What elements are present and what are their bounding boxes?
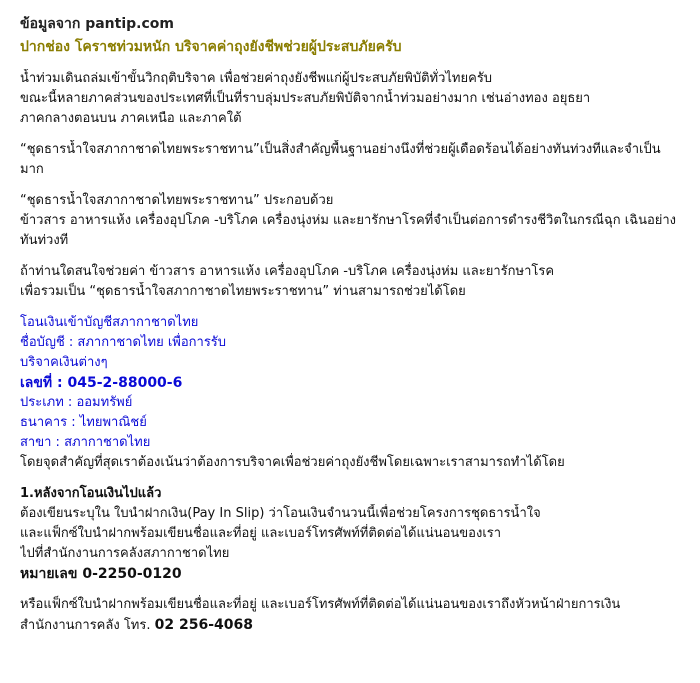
donate-intro-line: เพื่อรวมเป็น “ชุดธารน้ำใจสภากาชาดไทยพระราชทาน” ท่านสามารถช่วยได้โดย	[20, 284, 466, 299]
bank-account-type: ประเภท : ออมทรัพย์	[20, 395, 133, 410]
step1-line: และแฟ็กซ์ใบนำฝากพร้อมเขียนชื่อและที่อยู่ และเบอร์โทรศัพท์ที่ติดต่อได้แน่นอนของเรา	[20, 526, 502, 541]
step1-line: ไปที่สำนักงานการคลังสภากาชาดไทย	[20, 546, 230, 561]
note-line: โดยจุดสำคัญที่สุดเราต้องเน้นว่าต้องการบริจาคเพื่อช่วยค่าถุงยังชีพโดยเฉพาะเราสามารถทำได้โดย	[20, 455, 565, 470]
contents-line: ข้าวสาร อาหารแห้ง เครื่องอุปโภค -บริโภค เครื่องนุ่งห่ม และยารักษาโรคที่จำเป็นต่อการดำรงชีวิตในกรณีฉุก เฉินอย่าง	[20, 213, 677, 228]
intro-line: ขณะนี้หลายภาคส่วนของประเทศที่เป็นที่ราบลุ่มประสบภัยพิบัติจากน้ำท่วมอย่างมาก เช่นอ่างทอง อยุธยา	[20, 91, 591, 106]
donate-intro-line: ถ้าท่านใดสนใจช่วยค่า ข้าวสาร อาหารแห้ง เครื่องอุปโภค -บริโภค เครื่องนุ่งห่ม และยารักษาโรค	[20, 264, 555, 279]
headline: ปากช่อง โคราชท่วมหนัก บริจาคค่าถุงยังชีพช่วยผู้ประสบภัยครับ	[20, 39, 402, 55]
finance-phone: 02 256-4068	[154, 617, 253, 633]
importance-paragraph	[20, 140, 700, 180]
alt-section	[20, 595, 700, 635]
importance-line: “ชุดธารน้ำใจสภากาชาดไทยพระราชทาน”เป็นสิ่งสำคัญพื้นฐานอย่างนึงที่ช่วยผู้เดือดร้อนได้อย่างทันท่วงทีและจำเป็น	[20, 142, 661, 157]
intro-line: น้ำท่วมเดินถล่มเข้าขั้นวิกฤติบริจาค เพื่อช่วยค่าถุงยังชีพแก่ผู้ประสบภัยพิบัติทั่วไทยครับ	[20, 71, 493, 86]
bank-name: ธนาคาร : ไทยพาณิชย์	[20, 415, 147, 430]
step1-title: 1.หลังจากโอนเงินไปแล้ว	[20, 486, 162, 501]
donate-intro-paragraph	[20, 262, 700, 302]
alt-line: หรือแฟ็กซ์ใบนำฝากพร้อมเขียนชื่อและที่อยู่ และเบอร์โทรศัพท์ที่ติดต่อได้แน่นอนของเราถึงหัวหน้าฝ่ายการเงิน	[20, 597, 621, 612]
bank-account-name-cont: บริจาคเงินต่างๆ	[20, 355, 108, 370]
importance-line: มาก	[20, 162, 44, 177]
intro-line: ภาคกลางตอนบน ภาคเหนือ และภาคใต้	[20, 111, 242, 126]
bank-account-name: ชื่อบัญชี : สภากาชาดไทย เพื่อการรับ	[20, 335, 227, 350]
bank-branch: สาขา : สภากาชาดไทย	[20, 435, 151, 450]
alt-phone-label: สำนักงานการคลัง โทร.	[20, 618, 155, 633]
alt-line-phone	[20, 615, 700, 635]
bank-transfer-label: โอนเงินเข้าบัญชีสภากาชาดไทย	[20, 315, 199, 330]
fax-number: หมายเลข 0-2250-0120	[20, 566, 182, 582]
contents-line: ทันท่วงที	[20, 233, 69, 248]
bank-account-number: เลขที่ : 045-2-88000-6	[20, 375, 183, 391]
intro-paragraph	[20, 69, 700, 129]
contents-paragraph	[20, 191, 700, 251]
source-label: ข้อมูลจาก pantip.com	[20, 16, 174, 32]
bank-details	[20, 313, 700, 453]
step1-line: ต้องเขียนระบุใน ใบนำฝากเงิน(Pay In Slip) ว่าโอนเงินจำนวนนี้เพื่อช่วยโครงการชุดธารน้ำใจ	[20, 506, 541, 521]
step1-section	[20, 484, 700, 584]
contents-line: “ชุดธารน้ำใจสภากาชาดไทยพระราชทาน” ประกอบด้วย	[20, 193, 334, 208]
